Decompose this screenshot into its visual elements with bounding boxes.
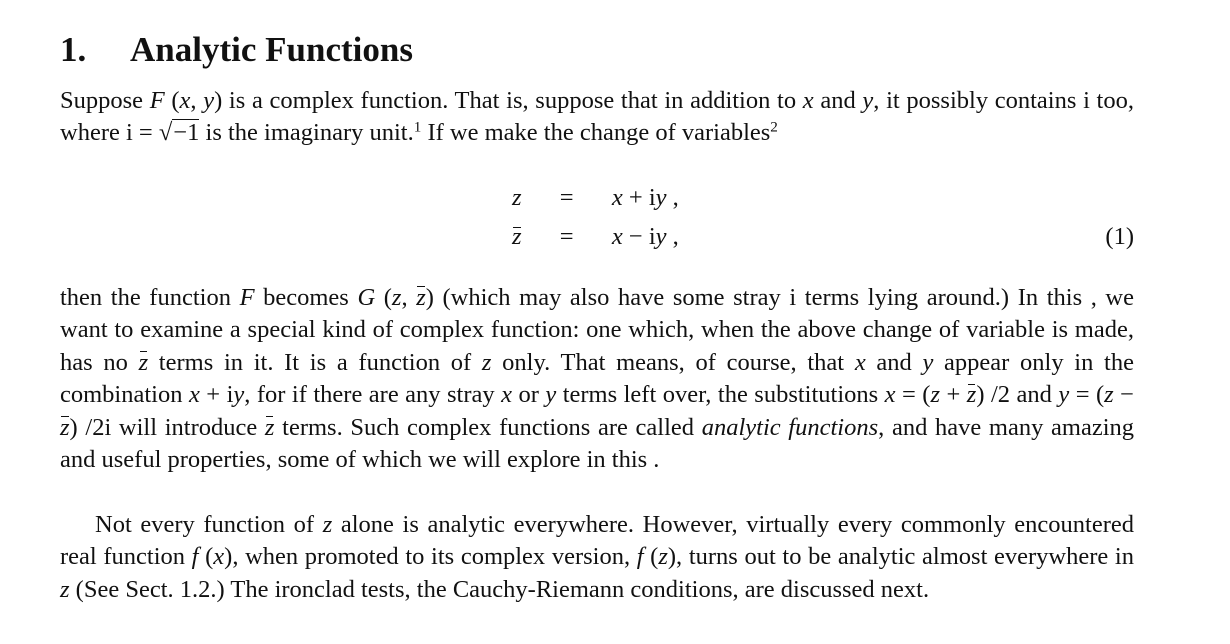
math-f: f xyxy=(191,543,199,571)
math-z: z xyxy=(658,543,668,571)
text: ) (which may also have some stray i terms lying around.) In this , we want to examine a special kind of complex function: one which, when the above change of variable is made, has no xyxy=(60,284,1134,376)
math-y: y xyxy=(655,184,667,211)
text: terms in it. It is a function of xyxy=(148,348,482,376)
equals-sign: = xyxy=(559,184,574,211)
math-z: z xyxy=(1104,381,1114,409)
math-z: z xyxy=(391,284,402,311)
math-zbar: z xyxy=(60,412,70,444)
math-y: y xyxy=(655,223,667,250)
math-z: z xyxy=(481,348,492,376)
text: = ( xyxy=(1069,381,1105,409)
sqrt-radicand: −1 xyxy=(173,119,200,147)
text: (See Sect. 1.2.) The ironclad tests, the Cauchy-Riemann conditions, are discussed next. xyxy=(69,575,930,603)
text: and xyxy=(865,348,923,376)
text: = ( xyxy=(895,381,931,409)
text: terms left over, the substitutions xyxy=(556,381,885,409)
text: − xyxy=(1113,381,1134,409)
text: ) is a complex function. That is, suppose that in addition to xyxy=(214,87,803,114)
intro-paragraph xyxy=(60,85,1134,150)
text: ) /2 and xyxy=(976,381,1059,409)
text: is the imaginary unit. xyxy=(199,119,414,147)
math-y: y xyxy=(1058,381,1070,409)
math-x: x xyxy=(802,87,814,114)
math-y: y xyxy=(922,348,934,376)
body-paragraph-2 xyxy=(60,509,1134,606)
text: only. That means, of course, that xyxy=(491,348,855,376)
text: Suppose xyxy=(60,87,150,114)
equation-number: (1) xyxy=(1105,223,1134,250)
footnote-marker[interactable]: 2 xyxy=(770,119,778,137)
math-x: x xyxy=(611,184,623,211)
text: If we make the change of variables xyxy=(421,119,771,147)
math-op: + i xyxy=(622,184,656,211)
math-y: y xyxy=(862,87,874,114)
text: ), turns out to be analytic almost everywhere in xyxy=(667,543,1134,571)
math-F: F xyxy=(239,284,255,311)
text: , xyxy=(401,284,417,311)
text: becomes xyxy=(254,284,358,311)
text: + xyxy=(940,381,967,409)
text: + i xyxy=(199,381,234,409)
text: , it possibly contains i too, where i = xyxy=(60,87,1134,147)
math-zbar: z xyxy=(512,223,522,250)
math-x: x xyxy=(854,348,866,376)
math-x: x xyxy=(884,381,896,409)
text: ), when promoted to its complex version, xyxy=(224,543,637,571)
text: ) /2i will introduce xyxy=(69,413,265,441)
math-G: G xyxy=(357,284,376,311)
math-f: f xyxy=(636,543,644,571)
math-zbar: z xyxy=(967,379,977,411)
text: , for if there are any stray xyxy=(244,381,502,409)
section-title: Analytic Functions xyxy=(130,30,413,69)
text: then the function xyxy=(60,284,240,311)
math-x: x xyxy=(188,381,200,409)
math-z: z xyxy=(930,381,941,409)
math-x: x xyxy=(611,223,623,250)
emphasis-term: analytic functions xyxy=(701,413,879,441)
math-x: x xyxy=(179,87,191,114)
text: and xyxy=(813,87,863,114)
math-zbar: z xyxy=(416,282,426,314)
text: ( xyxy=(198,543,214,571)
math-comma: , xyxy=(666,223,679,250)
math-x: x xyxy=(501,381,512,409)
math-comma: , xyxy=(666,184,679,211)
math-zbar: z xyxy=(139,347,149,379)
math-y: y xyxy=(233,381,245,409)
section-heading xyxy=(60,30,413,70)
text: ( xyxy=(643,543,659,571)
text: ( xyxy=(164,87,180,114)
text: or xyxy=(512,381,546,409)
section-number: 1. xyxy=(60,30,87,69)
text: ( xyxy=(375,284,392,311)
math-F: F xyxy=(149,87,165,114)
equation-row-1 xyxy=(512,184,679,212)
math-zbar: z xyxy=(265,412,275,444)
math-z: z xyxy=(512,184,522,211)
math-op: − i xyxy=(622,223,656,250)
text: , xyxy=(190,87,204,114)
math-z: z xyxy=(322,511,333,538)
math-y: y xyxy=(545,381,557,409)
text: Not every function of xyxy=(95,511,323,538)
math-y: y xyxy=(203,87,215,114)
footnote-marker[interactable]: 1 xyxy=(413,119,422,137)
body-paragraph-1 xyxy=(60,282,1134,476)
equals-sign: = xyxy=(559,223,574,250)
sqrt-sign: √ xyxy=(158,119,173,147)
text: , and have many amazing and useful properties, some of which we will explore in this . xyxy=(60,413,1135,474)
text: appear only in the combination xyxy=(60,348,1134,409)
math-x: x xyxy=(213,543,225,571)
math-z: z xyxy=(60,575,70,603)
equation-row-2 xyxy=(512,223,679,251)
text: alone is analytic everywhere. However, virtually every commonly encountered real function xyxy=(60,511,1135,571)
text: terms. Such complex functions are called xyxy=(274,413,702,441)
